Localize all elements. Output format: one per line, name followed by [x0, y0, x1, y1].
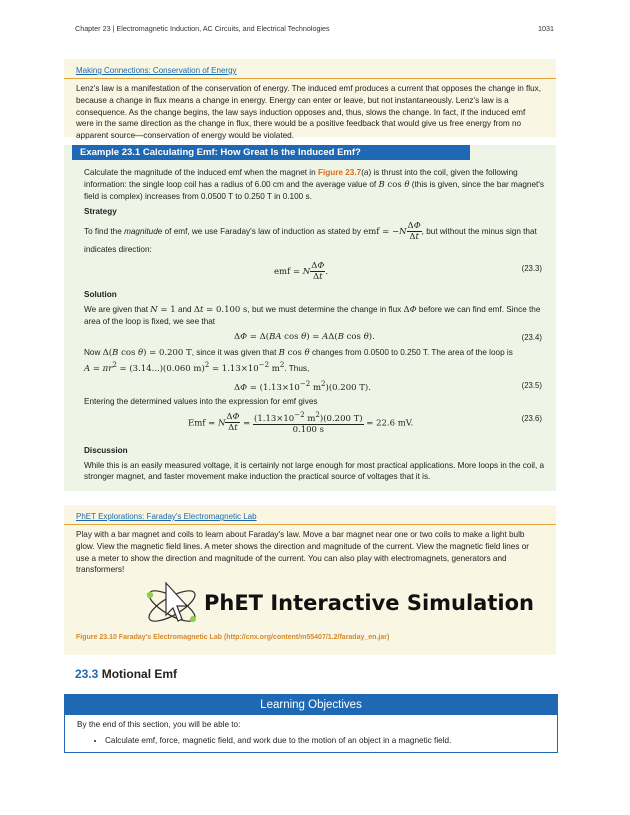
- solution-text: We are given that N = 1 and Δt = 0.100 s, but we must determine the change in flux ΔΦ before we can find emf. Since the area of the loop is fixed, we see that: [84, 304, 541, 326]
- equation-23-6: Emf = N $\frac{\Delta\Phi}{\Delta t}$ = $\frac{(1.13\times 10^{-2} m^2)(0.200 T)}{0.100 s}$ = 22.6 mV. (23.6): [188, 409, 542, 435]
- section-heading: 23.3 Motional Emf: [75, 667, 178, 681]
- equation-23-4: ΔΦ = Δ(BA cos θ) = AΔ(B cos θ). (23.4): [234, 332, 542, 343]
- discussion-text: While this is an easily measured voltage, it is certainly not large enough for most practical applications. More loops in the coil, a stronger magnet, and faster movement make induction the practical source of voltages that it is.: [84, 460, 545, 482]
- equation-23-5: $\Delta\Phi = (1.13\times 10^{-2}$ $m^2)(0.200$ T). (23.5): [234, 379, 542, 394]
- now-text: Now Δ(B cos θ) = 0.200 T, since it was given that B cos θ changes from 0.0500 to 0.250 T. The area of the loop is: [84, 348, 513, 359]
- chapter-title: Chapter 23 | Electromagnetic Induction, AC Circuits, and Electrical Technologies: [75, 24, 330, 33]
- figure-caption: Figure 23.10 Faraday's Electromagnetic Lab (http://cnx.org/content/m55407/1.2/faraday_en.jar): [76, 634, 390, 641]
- objective-item: • Calculate emf, force, magnetic field, and work due to the motion of an object in a magnetic field.: [105, 735, 545, 747]
- strategy-text: To find the magnitude of emf, we use Faraday's law of induction as stated by emf = −N $\frac{\Delta\Phi}{\Delta t}$ , but without the minus sign that indicates direction:: [84, 220, 537, 255]
- page-number: 1031: [538, 24, 554, 33]
- figure-link[interactable]: Figure 23.7: [317, 168, 362, 177]
- phet-title[interactable]: PhET Explorations: Faraday's Electromagnetic Lab: [64, 505, 556, 525]
- connections-title[interactable]: Making Connections: Conservation of Energy: [64, 59, 556, 79]
- phet-logo-icon: [142, 577, 204, 633]
- solution-heading: Solution: [84, 289, 117, 299]
- area-text: $A = \pi r^2 = (3.14...)(0.060$ $m)^2 = 1.13\times 10^{-2}$ $m^2$. Thus,: [84, 360, 310, 375]
- equation-23-3: emf = N $\frac{\Delta\Phi}{\Delta t}$ . (23.3): [274, 260, 542, 283]
- discussion-heading: Discussion: [84, 445, 128, 455]
- phet-sim-banner[interactable]: [142, 579, 534, 631]
- example-title: Example 23.1 Calculating Emf: How Great Is the Induced Emf?: [72, 145, 470, 160]
- phet-box: [64, 505, 556, 655]
- page-header: [75, 24, 554, 34]
- example-intro: Calculate the magnitude of the induced emf when the magnet in Figure 23.7(a) is thrust into the coil, given the following information: the single loop coil has a radius of 6.00 cm and the average value of B cos θ (this is given, since the bar magnet's field is complex) increases from 0.0500 T to 0.250 T in 0.100 s.: [84, 168, 544, 201]
- strategy-heading: Strategy: [84, 207, 117, 217]
- phet-sim-label: PhET Interactive Simulation: [204, 591, 534, 615]
- objectives-heading: Learning Objectives: [65, 695, 557, 715]
- connections-text: Lenz's law is a manifestation of the conservation of energy. The induced emf produces a current that opposes the change in flux, because a change in flux means a change in energy. Energy can enter or leave, but not instantaneously. Lenz's law is a consequence. As the change begins, the law says induction opposes and, thus, slows the change. In fact, if the induced emf were in the same direction as the change in flux, there would be a positive feedback that would give us free energy from no apparent source—conservation of energy would be violated.: [76, 84, 542, 140]
- example-box: [64, 145, 556, 491]
- objectives-intro: By the end of this section, you will be able to:: [77, 720, 241, 729]
- connections-box: [64, 59, 556, 140]
- entering-text: Entering the determined values into the expression for emf gives: [84, 397, 318, 407]
- learning-objectives: [64, 694, 558, 753]
- phet-text: Play with a bar magnet and coils to learn about Faraday's law. Move a bar magnet near one or two coils to make a light bulb glow. View the magnetic field lines. A meter shows the direction and magnitude of the current. View the magnetic field lines or use a meter to show the direction and magnitude of the current. You can also play with electromagnets, generators and transformers!: [76, 530, 529, 575]
